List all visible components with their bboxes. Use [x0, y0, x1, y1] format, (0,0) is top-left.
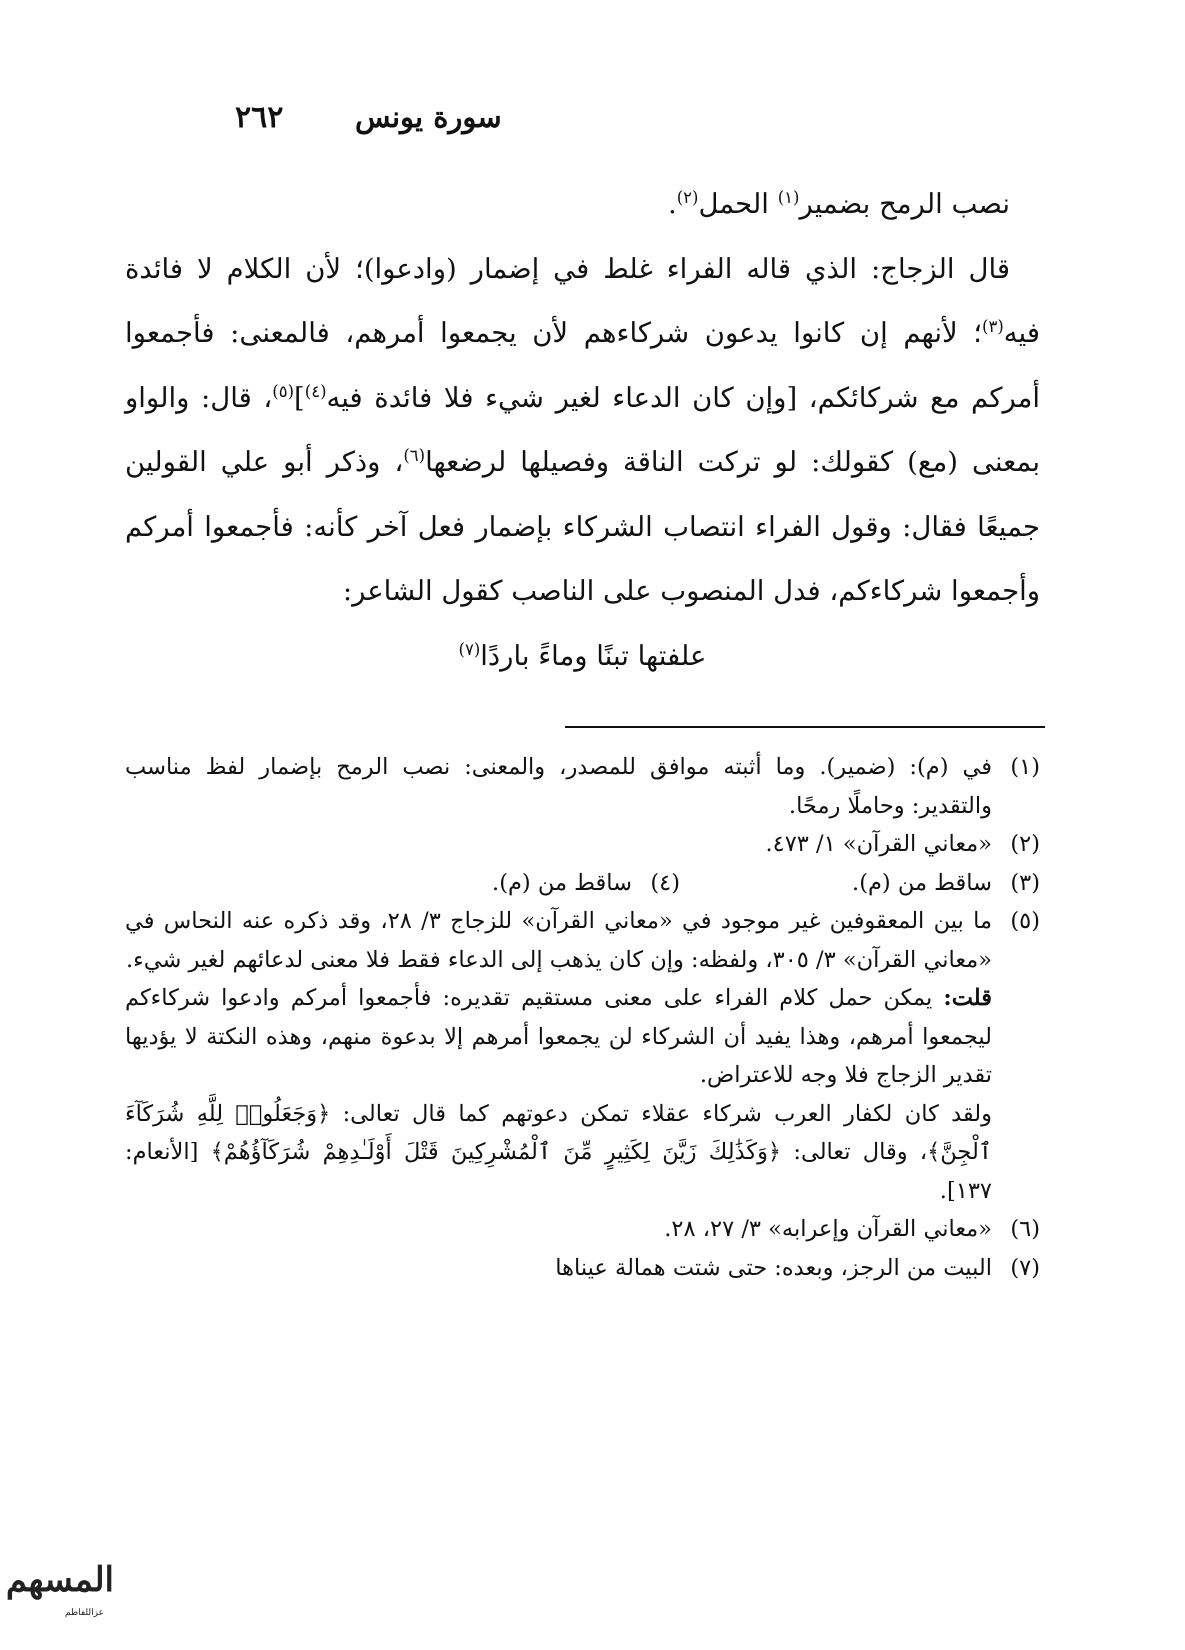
footnote-text: «معاني القرآن وإعرابه» ٣/ ٢٧، ٢٨. — [664, 1216, 992, 1242]
footnote-ref-2: (٢) — [676, 187, 699, 207]
footnote-7 — [125, 1249, 1040, 1288]
footnote-number: (٣) — [1010, 869, 1040, 896]
footnote-text: ساقط من (م). — [852, 869, 992, 896]
qult-label: قلت: — [943, 985, 992, 1011]
footnote-text: يمكن حمل كلام الفراء على معنى مستقيم تقديره: فأجمعوا أمركم وادعوا شركاءكم ليجمعوا أمرهم، وهذا يفيد أن الشركاء لن يجمعوا أمرهم إلا بدعوة منهم، وهذه النكتة لا يؤديها تقدير الزجاج فلا وجه للاعتراض. — [125, 985, 992, 1088]
text-run: ] — [294, 381, 305, 414]
footnote-number: (١) — [1010, 754, 1040, 780]
text-run: ؛ لأنهم إن كانوا يدعون شركاءهم لأن يجمعوا أمرهم، فالمعنى: فأجمعوا أمركم مع شركائكم، [وإن كان الدعاء لغير شيء فلا فائدة فيه — [125, 317, 1040, 414]
footnote-number: (٧) — [1010, 1254, 1040, 1281]
paragraph-1 — [125, 172, 1040, 237]
footnote-ref-1: (١) — [777, 187, 800, 207]
footnotes-3-4 — [125, 864, 1040, 903]
footnote-text: «معاني القرآن» ١/ ٤٧٣. — [765, 831, 992, 857]
footnote-ref-7: (٧) — [458, 639, 481, 659]
footnote-text: في (م): (ضمير). وما أثبته موافق للمصدر، والمعنى: نصب الرمح بإضمار لفظ مناسب والتقدير: وحاملًا رمحًا. — [125, 754, 992, 819]
footnote-comment — [125, 979, 992, 1095]
footnote-1 — [125, 748, 1040, 825]
footnote-number: (٥) — [1010, 908, 1040, 934]
poetry-verse — [125, 624, 1040, 689]
footnote-6 — [125, 1210, 1040, 1249]
text-run: قال الزجاج: الذي قاله الفراء غلط في إضمار (وادعوا)؛ لأن الكلام لا فائدة فيه — [125, 252, 1040, 349]
footnote-3 — [680, 864, 1040, 903]
text-run: نصب الرمح بضمير — [799, 188, 1010, 220]
footnote-4 — [320, 864, 680, 903]
footnote-2 — [125, 825, 1040, 864]
footnote-number: (٦) — [1010, 1216, 1040, 1242]
footnote-ref-3: (٣) — [982, 316, 1004, 336]
footnote-ref-4: (٤) — [304, 381, 327, 401]
text-run: الحمل — [698, 188, 778, 220]
page-number: ٢٦٢ — [235, 100, 284, 135]
text-run: . — [667, 188, 677, 220]
watermark-small: عزاللفاطم — [64, 1608, 104, 1618]
footnote-separator — [565, 726, 1045, 728]
footnote-ref-5: (٥) — [272, 381, 295, 401]
footnote-text: البيت من الرجز، وبعده: حتى شتت همالة عيناها — [555, 1254, 992, 1281]
footnote-number: (٢) — [1010, 831, 1040, 857]
text-run: ، قال: والواو بمعنى (مع) كقولك: لو تركت الناقة وفصيلها لرضعها — [125, 381, 1040, 478]
surah-title: سورة يونس — [355, 100, 502, 134]
footnote-ref-6: (٦) — [403, 445, 426, 465]
footnotes — [125, 748, 1040, 1287]
footnote-text: ولقد كان لكفار العرب شركاء عقلاء تمكن دعوتهم كما قال تعالى: ﴿وَجَعَلُوا۟ لِلَّهِ شُرَكَآءَ ٱلْجِنَّ﴾، وقال تعالى: ﴿وَكَذَٰلِكَ زَيَّنَ لِكَثِيرٍ مِّنَ ٱلْمُشْرِكِينَ قَتْلَ أَوْلَـٰدِهِمْ شُرَكَآؤُهُمْ﴾ [الأنعام: ١٣٧]. — [125, 1100, 992, 1204]
paragraph-2 — [125, 237, 1040, 624]
text-run: ، وذكر أبو علي القولين جميعًا فقال: وقول الفراء انتصاب الشركاء بإضمار فعل آخر كأنه: فأجمعوا أمركم وأجمعوا شركاءكم، فدل المنصوب على الناصب كقول الشاعر: — [125, 446, 1040, 607]
verse-text: علفتها تبنًا وماءً باردًا — [480, 639, 707, 672]
footnote-text: ما بين المعقوفين غير موجود في «معاني القرآن» للزجاج ٣/ ٢٨، وقد ذكره عنه النحاس في «معاني القرآن» ٣/ ٣٠٥، ولفظه: وإن كان يذهب إلى الدعاء فقط فلا معنى لدعائهم لغير شيء. — [125, 908, 992, 973]
footnote-5 — [125, 902, 1040, 1210]
footnote-body — [125, 902, 992, 1210]
watermark-logo — [5, 1560, 118, 1630]
main-text — [125, 172, 1040, 688]
footnote-number: (٤) — [650, 869, 680, 896]
watermark-main: المسهم — [5, 1560, 114, 1600]
page-header — [130, 100, 1050, 140]
footnote-text: ساقط من (م). — [492, 869, 632, 896]
